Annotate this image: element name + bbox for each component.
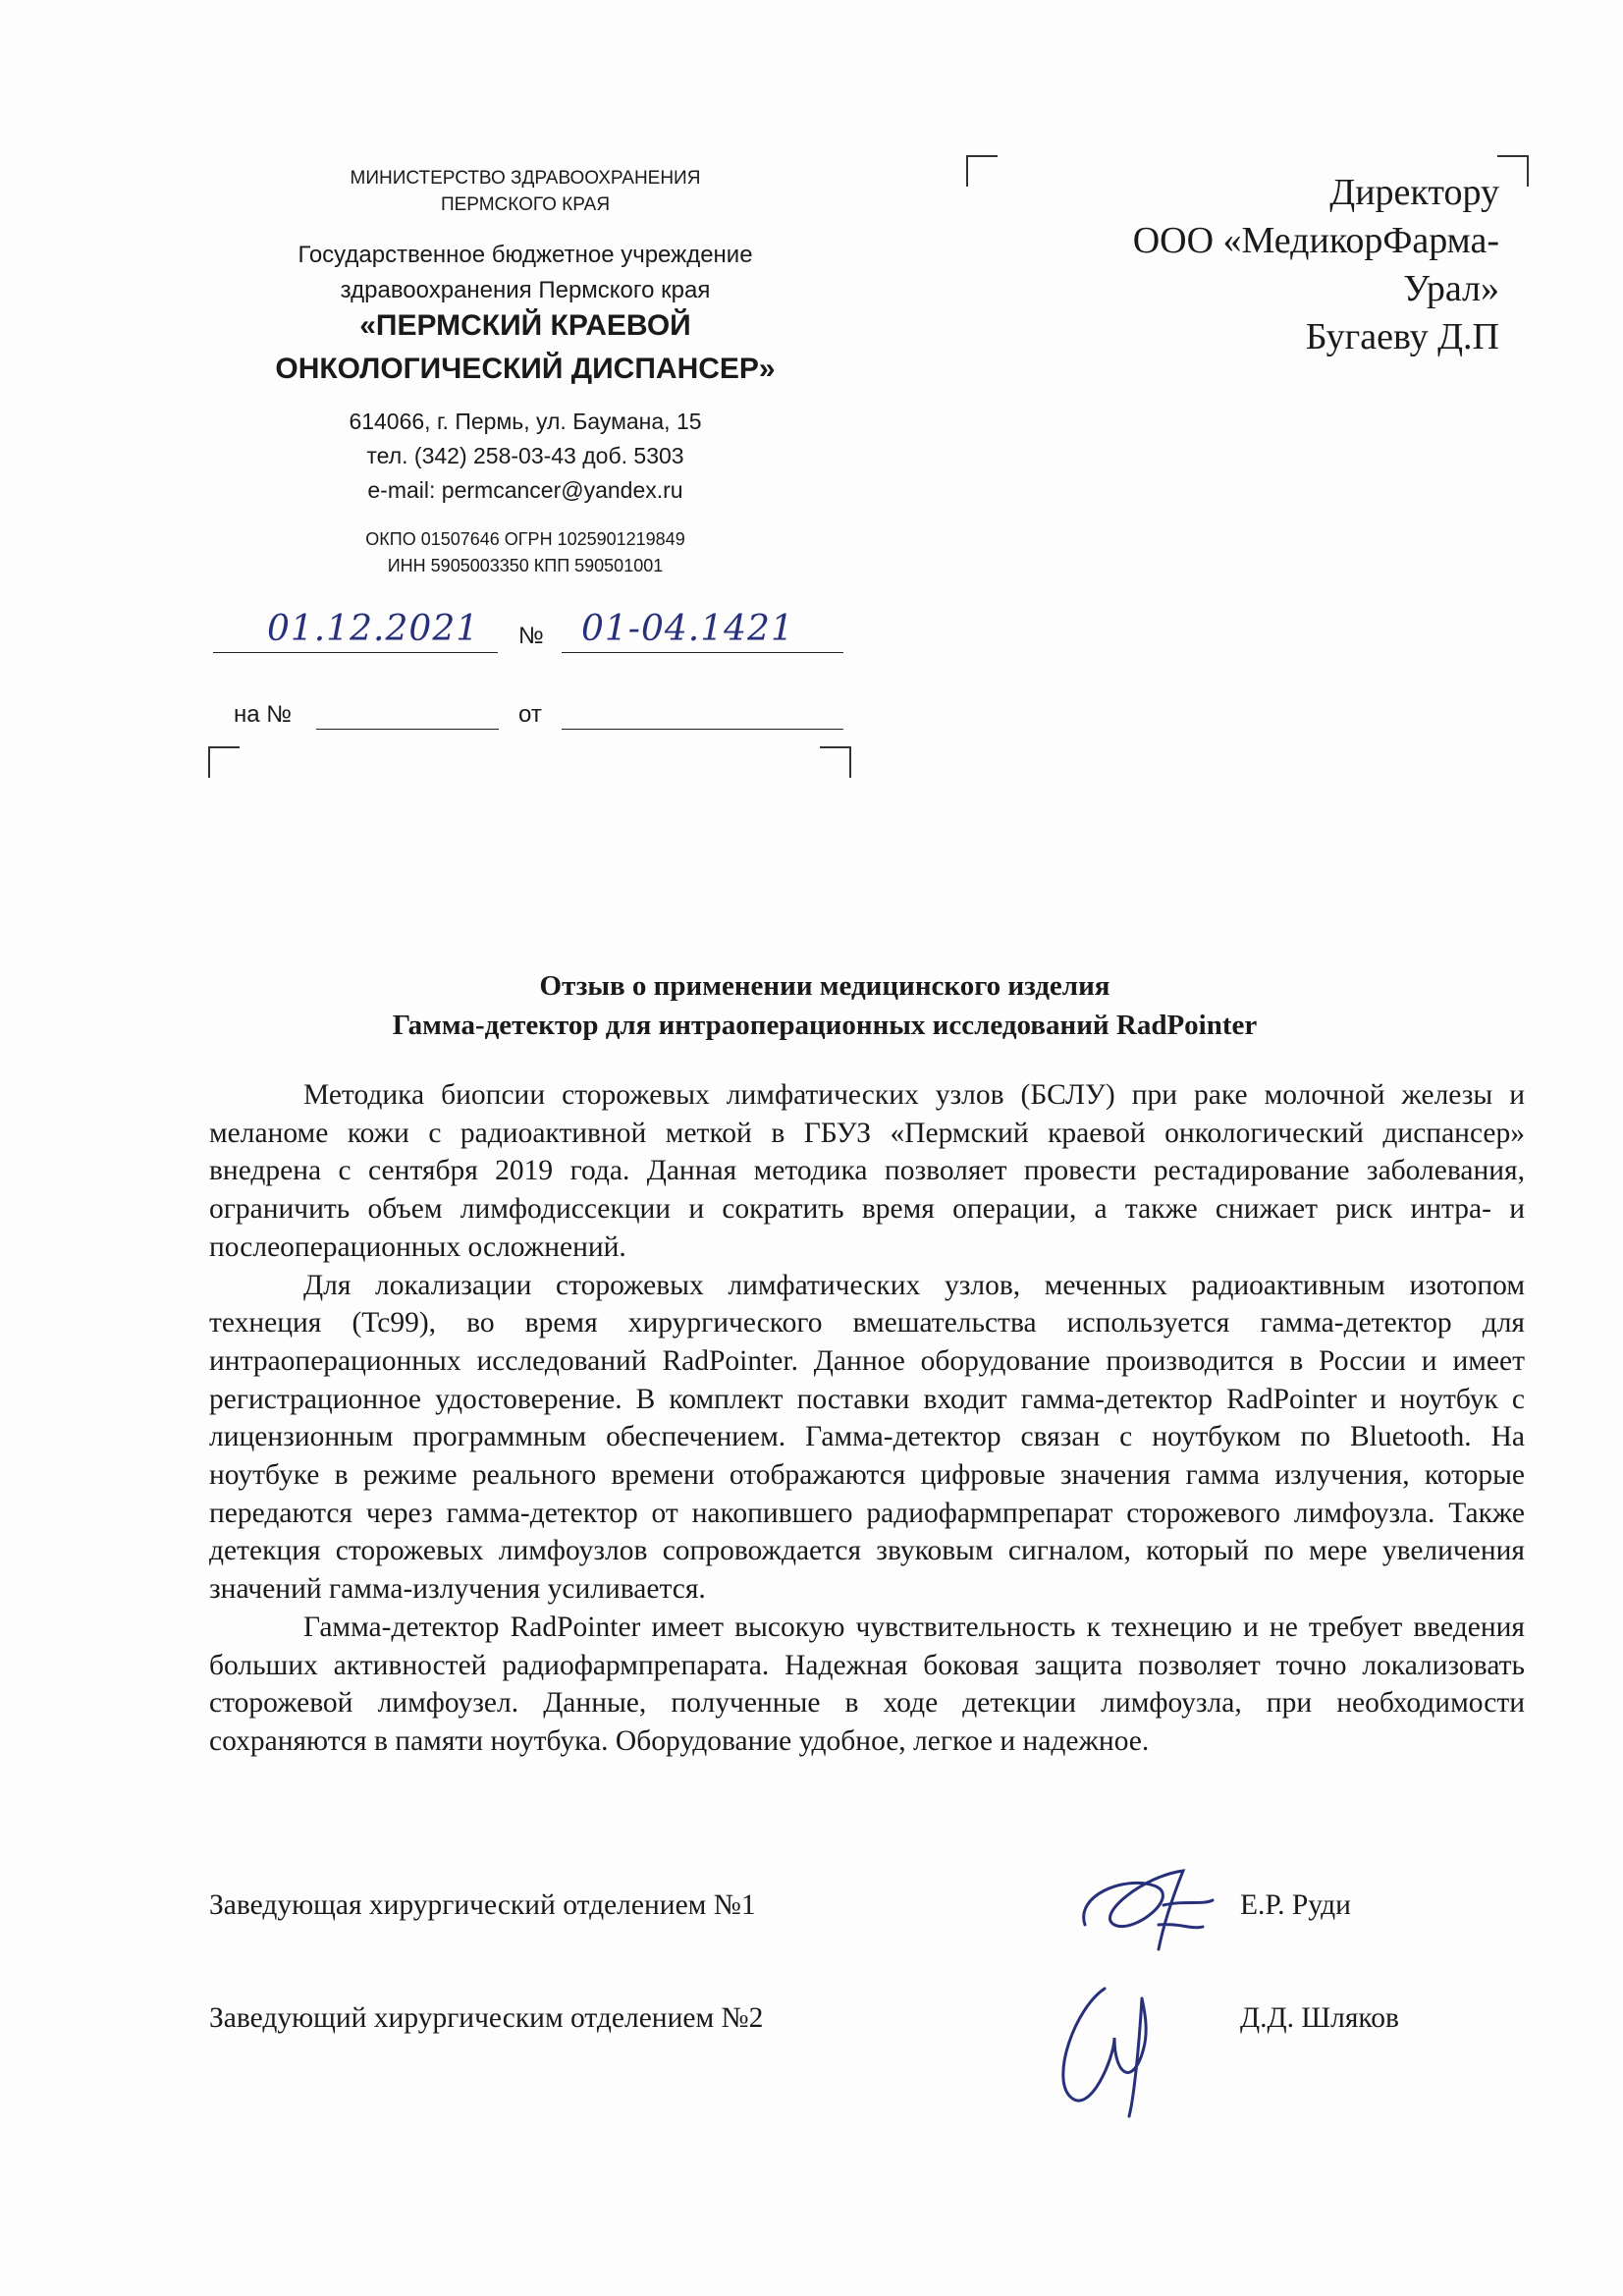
handwritten-number: 01-04.1421 xyxy=(581,609,794,649)
sender-address xyxy=(236,405,815,508)
registry-codes xyxy=(236,526,815,579)
institution-line-1: Государственное бюджетное учреждение xyxy=(298,242,753,268)
ministry-header xyxy=(236,165,815,218)
body-paragraph-2: Для локализации сторожевых лимфатических узлов, меченных радиоактивным изотопом технеция (Tc99), во время хирургического вмешательства используется гамма-детектор для интраоперационных исследований RadPointer. Данное оборудование производится в России и имеет регистрационное удостоверение. В комплект поставки входит гамма-детектор RadPointer и ноутбук с лицензионным программным обеспечением. Гамма-детектор связан с ноутбуком по Bluetooth. На ноутбуке в режиме реального времени отображаются цифровые значения гамма излучения, которые передаются через гамма-детектор от накопившего радиофармпрепарат сторожевого лимфоузла. Также детекция сторожевых лимфоузлов сопровождается звуковым сигналом, который по мере увеличения значений гамма-излучения усиливается. xyxy=(209,1269,1525,1606)
addressee-company-1: ООО «МедикорФарма- xyxy=(1132,220,1499,261)
codes-line-2: ИНН 5905003350 КПП 590501001 xyxy=(387,556,664,575)
body-paragraph-3: Гамма-детектор RadPointer имеет высокую чувствительность к технецию и не требует введения больших активностей радиофармпрепарата. Надежная боковая защита позволяет точно локализовать сторожевой лимфоузел. Данные, полученные в ходе детекции лимфоузла, при необходимости сохраняются в памяти ноутбука. Оборудование удобное, легкое и надежное. xyxy=(209,1611,1525,1757)
addressee-company-2: Урал» xyxy=(1403,268,1499,309)
institution-name xyxy=(236,304,815,391)
handwritten-date: 01.12.2021 xyxy=(267,609,480,649)
ref-number-underline xyxy=(316,729,499,730)
corner-bracket-right xyxy=(820,746,851,778)
institution-line-2: здравоохранения Пермского края xyxy=(340,277,711,303)
codes-line-1: ОКПО 01507646 ОГРН 1025901219849 xyxy=(365,529,685,549)
handwritten-signature-2 xyxy=(1046,1969,1193,2126)
addressee-corner-left xyxy=(966,155,998,187)
addressee-corner-right xyxy=(1497,155,1529,187)
ref-number-label: на № xyxy=(234,701,293,728)
handwritten-signature-1 xyxy=(1065,1856,1232,1964)
institution-type xyxy=(236,238,815,308)
document-title xyxy=(196,966,1453,1045)
ministry-line-1: МИНИСТЕРСТВО ЗДРАВООХРАНЕНИЯ xyxy=(350,168,701,189)
title-line-2: Гамма-детектор для интраоперационных исследований RadPointer xyxy=(392,1010,1258,1041)
email-line: e-mail: permcancer@yandex.ru xyxy=(367,477,683,503)
institution-name-line-1: «ПЕРМСКИЙ КРАЕВОЙ xyxy=(359,309,691,342)
signatory-name-2: Д.Д. Шляков xyxy=(1240,2002,1399,2034)
number-label: № xyxy=(518,623,544,649)
institution-name-line-2: ОНКОЛОГИЧЕСКИЙ ДИСПАНСЕР» xyxy=(275,353,776,385)
addressee-block xyxy=(1048,169,1499,361)
date-underline xyxy=(213,652,498,653)
signatory-role-2: Заведующий хирургическим отделением №2 xyxy=(209,2002,764,2034)
number-underline xyxy=(562,652,843,653)
title-line-1: Отзыв о применении медицинского изделия xyxy=(539,970,1110,1002)
ministry-line-2: ПЕРМСКОГО КРАЯ xyxy=(440,194,611,215)
addressee-position: Директору xyxy=(1329,172,1499,213)
phone-line: тел. (342) 258-03-43 доб. 5303 xyxy=(366,443,684,468)
ref-from-label: от xyxy=(518,701,542,728)
address-line: 614066, г. Пермь, ул. Баумана, 15 xyxy=(349,409,702,434)
letter-body xyxy=(209,1076,1525,1761)
body-paragraph-1: Методика биопсии сторожевых лимфатических узлов (БСЛУ) при раке молочной железы и меланоме кожи с радиоактивной меткой в ГБУЗ «Пермский краевой онкологический диспансер» внедрена с сентября 2019 года. Данная методика позволяет провести рестадирование заболевания, ограничить объем лимфодиссекции и сократить время операции, а также снижает риск интра- и послеоперационных осложнений. xyxy=(209,1079,1525,1263)
signatory-role-1: Заведующая хирургический отделением №1 xyxy=(209,1889,756,1921)
addressee-person: Бугаеву Д.П xyxy=(1305,316,1499,357)
ref-from-underline xyxy=(562,729,843,730)
signatory-name-1: Е.Р. Руди xyxy=(1240,1889,1351,1921)
corner-bracket-left xyxy=(208,746,240,778)
